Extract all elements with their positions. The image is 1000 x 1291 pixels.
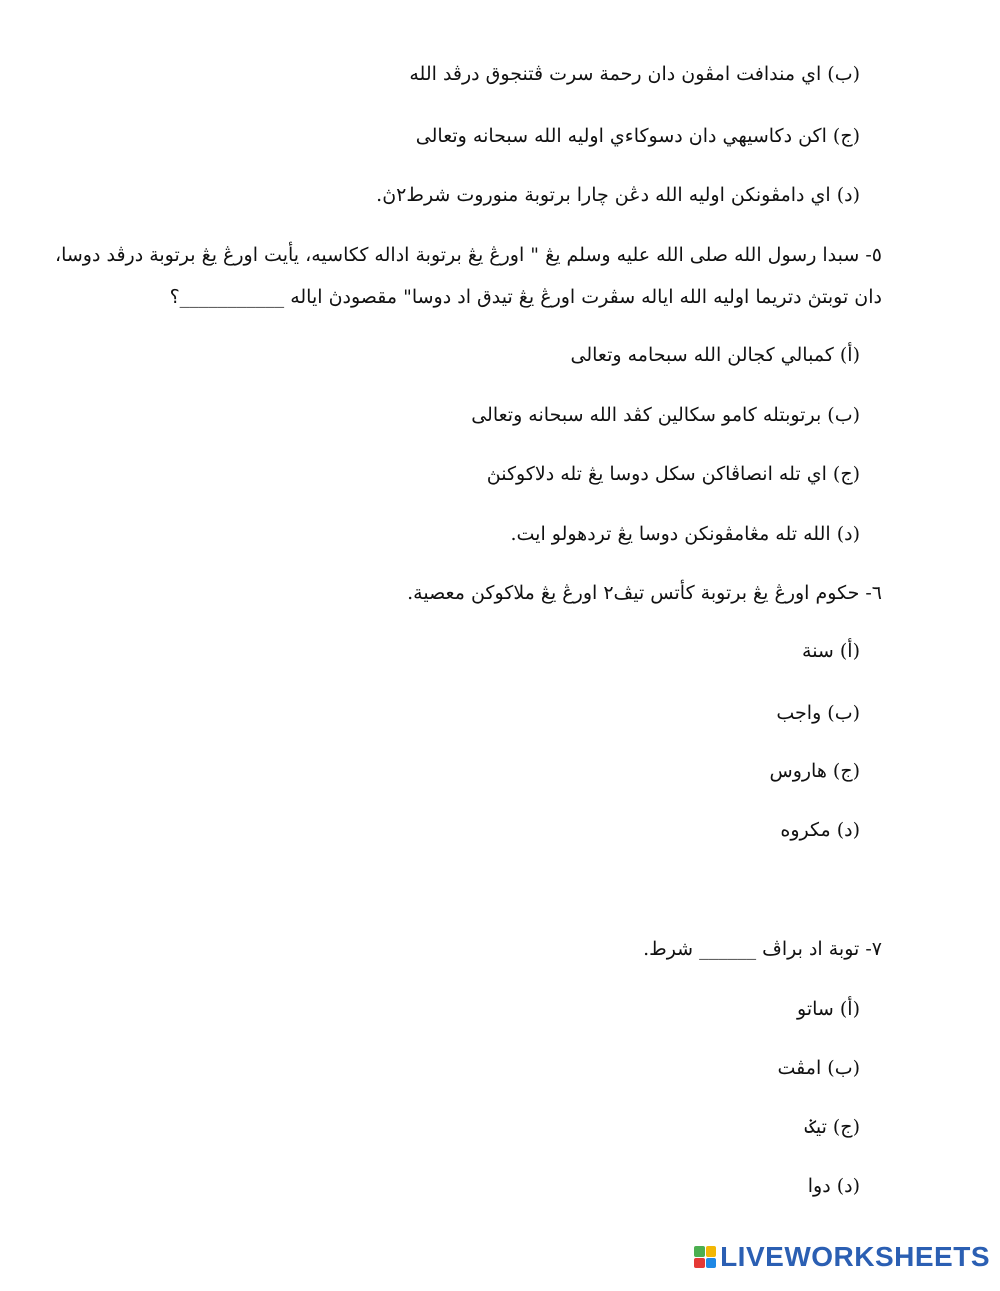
badge-yellow-square [706, 1246, 717, 1257]
q7-option-d: (د) دوا [807, 1175, 860, 1197]
liveworksheets-wordmark: LIVEWORKSHEETS [720, 1241, 990, 1272]
q4-option-b: (ب) اي مندافت امڤون دان رحمة سرت ڤتنجوق درڤد الله [409, 63, 860, 85]
q5-option-a: (أ) کمبالي کجالن الله سبحامه وتعالى [570, 344, 860, 366]
q4-option-c: (ج) اکن دکاسيهي دان دسوکاءي اوليه الله سبحانه وتعالى [415, 125, 860, 147]
q6-option-c: (ج) هاروس [769, 760, 860, 782]
question-5-text-line-2: دان توبتڽ دتريما اوليه الله اياله سڤرت اورڠ يڠ تيدق اد دوسا" مقصودڽ اياله ___________؟ [169, 286, 882, 308]
q5-option-c: (ج) اي تله انصاڤاکن سکل دوسا يڠ تله دلاکوکنڽ [486, 463, 860, 485]
q6-option-d: (د) مکروه [780, 819, 860, 841]
liveworksheets-logo [694, 1239, 990, 1275]
q6-option-a: (أ) سنة [802, 640, 860, 662]
q7-option-a: (أ) ساتو [797, 998, 860, 1020]
q6-option-b: (ب) واجب [776, 702, 860, 724]
badge-blue-square [706, 1258, 717, 1269]
question-5-text-line-1: ٥- سبدا رسول الله صلى الله عليه وسلم يڠ " اورڠ يڠ برتوبة اداله ککاسيه، يأيت اورڠ يڠ برتوبة درڤد دوسا، [54, 244, 882, 266]
question-6-text: ٦- حکوم اورڠ يڠ برتوبة کأتس تيڤ٢ اورڠ يڠ ملاکوکن معصية. [407, 582, 882, 604]
q5-option-d: (د) الله تله مڠامڤونکن دوسا يڠ تردهولو ايت. [510, 523, 860, 545]
badge-red-square [694, 1258, 705, 1269]
question-7-text: ٧- توبة اد براڤ ______ شرط. [643, 938, 882, 960]
q4-option-d: (د) اي دامڤونکن اوليه الله دڠن چارا برتوبة منوروت شرط٢ڽ. [376, 184, 860, 206]
liveworksheets-badge-icon [694, 1246, 716, 1268]
q7-option-c: (ج) تيݢ [804, 1116, 860, 1138]
badge-green-square [694, 1246, 705, 1257]
q7-option-b: (ب) امڤت [777, 1057, 860, 1079]
q5-option-b: (ب) برتوبتله کامو سکالين کڤد الله سبحانه وتعالى [471, 404, 860, 426]
